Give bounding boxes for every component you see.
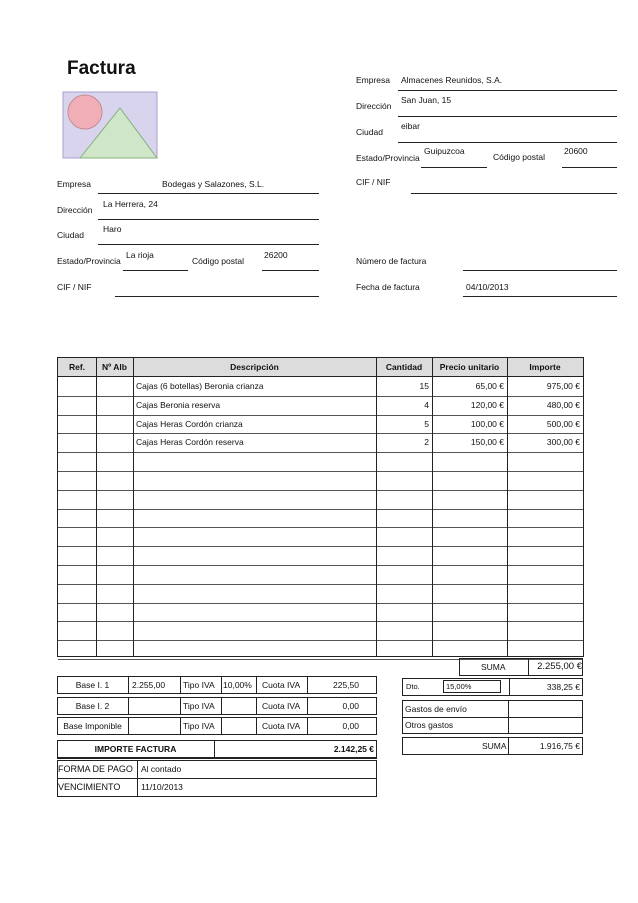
table-row	[58, 527, 583, 547]
cell-cant[interactable]	[376, 471, 429, 490]
issuer-ciudad[interactable]: eibar	[401, 121, 420, 131]
cell-cant[interactable]	[376, 452, 429, 471]
tax-base[interactable]: 2.255,00	[132, 680, 166, 690]
invoice-fecha[interactable]: 04/10/2013	[466, 282, 509, 292]
header-descripcion: Descripción	[230, 362, 279, 372]
cell-alb[interactable]	[96, 640, 133, 659]
cell-desc[interactable]: Cajas Heras Cordón crianza	[136, 418, 243, 429]
cell-desc[interactable]	[136, 509, 374, 528]
issuer-direccion-label: Dirección	[356, 101, 392, 111]
otros-label: Otros gastos	[405, 720, 454, 730]
tax-label: Base I. 2	[75, 701, 110, 711]
total-label: IMPORTE FACTURA	[94, 744, 177, 754]
tax-cuota[interactable]: 0,00	[342, 701, 359, 711]
venc-label: VENCIMIENTO	[58, 782, 121, 792]
tax-divider	[180, 676, 181, 694]
cell-precio[interactable]: 120,00 €	[470, 399, 504, 410]
table-row	[58, 396, 583, 416]
cell-cant[interactable]	[376, 509, 429, 528]
cell-importe[interactable]	[507, 509, 580, 528]
table-row	[58, 603, 583, 623]
client-estado-label: Estado/Provincia	[57, 256, 121, 266]
client-ciudad-label: Ciudad	[57, 230, 84, 240]
cell-ref[interactable]	[58, 621, 96, 640]
cell-precio[interactable]	[432, 565, 504, 584]
client-estado[interactable]: La rioja	[126, 250, 154, 260]
cell-importe[interactable]	[507, 471, 580, 490]
cell-alb[interactable]	[96, 546, 133, 565]
discount-pct[interactable]: 15,00%	[446, 682, 472, 691]
page-title: Factura	[67, 58, 136, 79]
cell-cant[interactable]: 2	[424, 437, 429, 448]
cell-desc[interactable]	[136, 603, 374, 622]
suma-label: SUMA	[481, 662, 506, 672]
cell-cant[interactable]	[376, 527, 429, 546]
table-row	[58, 509, 583, 529]
tax-cuota-label: Cuota IVA	[262, 721, 301, 731]
cell-ref[interactable]	[58, 603, 96, 622]
cell-precio[interactable]	[432, 490, 504, 509]
cell-precio[interactable]: 65,00 €	[475, 381, 504, 391]
table-row	[58, 621, 583, 641]
cell-alb[interactable]	[96, 603, 133, 622]
cell-ref[interactable]	[58, 490, 96, 509]
total-value[interactable]: 2.142,25 €	[333, 744, 374, 754]
cell-precio[interactable]	[432, 621, 504, 640]
cell-ref[interactable]	[58, 452, 96, 471]
invoice-fecha-label: Fecha de factura	[356, 282, 420, 292]
cell-ref[interactable]	[58, 640, 96, 659]
cell-desc[interactable]: Cajas Heras Cordón reserva	[136, 437, 244, 448]
issuer-cif-label: CIF / NIF	[356, 177, 391, 187]
cell-ref[interactable]	[58, 584, 96, 603]
cell-ref[interactable]	[58, 433, 96, 452]
cell-cant[interactable]: 15	[419, 381, 429, 391]
cell-importe[interactable]	[507, 452, 580, 471]
client-empresa-label: Empresa	[57, 179, 92, 189]
cell-ref[interactable]	[58, 527, 96, 546]
cell-desc[interactable]	[136, 527, 374, 546]
cell-importe[interactable]: 500,00 €	[546, 418, 580, 429]
cell-importe[interactable]	[507, 584, 580, 603]
cell-ref[interactable]	[58, 471, 96, 490]
tax-divider	[256, 717, 257, 735]
cell-desc[interactable]	[136, 546, 374, 565]
table-row	[58, 433, 583, 453]
cell-alb[interactable]	[96, 621, 133, 640]
table-row	[58, 565, 583, 585]
header-ref: Ref.	[68, 362, 86, 372]
cell-alb[interactable]	[96, 415, 133, 434]
tax-tipo[interactable]: 10,00%	[223, 680, 252, 690]
cell-ref[interactable]	[58, 415, 96, 434]
header-importe: Importe	[529, 362, 561, 372]
cell-desc[interactable]	[136, 452, 374, 471]
cell-desc[interactable]: Cajas Beronia reserva	[136, 399, 221, 410]
tax-divider	[307, 717, 308, 735]
suma-value[interactable]: 2.255,00 €	[537, 661, 582, 672]
forma-value[interactable]: Al contado	[141, 764, 182, 774]
issuer-estado-label: Estado/Provincia	[356, 153, 420, 163]
cell-alb[interactable]	[96, 377, 133, 396]
cell-alb[interactable]	[96, 584, 133, 603]
client-empresa[interactable]: Bodegas y Salazones, S.L.	[162, 179, 265, 189]
cell-alb[interactable]	[96, 433, 133, 452]
tax-divider	[221, 697, 222, 715]
issuer-cp[interactable]: 20600	[564, 146, 588, 156]
client-cp-label: Código postal	[192, 256, 244, 266]
tax-tipo-label: Tipo IVA	[183, 680, 215, 690]
logo-image	[57, 88, 159, 164]
cell-precio[interactable]	[432, 527, 504, 546]
cell-cant[interactable]	[376, 621, 429, 640]
client-cif-label: CIF / NIF	[57, 282, 92, 292]
tax-divider	[180, 717, 181, 735]
suma2-label: SUMA	[482, 741, 507, 751]
issuer-empresa-label: Empresa	[356, 75, 391, 85]
tax-tipo-label: Tipo IVA	[183, 721, 215, 731]
cell-cant[interactable]	[376, 603, 429, 622]
cell-importe[interactable]	[507, 490, 580, 509]
table-row	[58, 640, 583, 660]
cell-cant[interactable]	[376, 640, 429, 659]
tax-divider	[221, 717, 222, 735]
table-row	[58, 490, 583, 510]
cell-alb[interactable]	[96, 527, 133, 546]
cell-cant[interactable]	[376, 546, 429, 565]
cell-cant[interactable]	[376, 584, 429, 603]
items-table-header	[58, 358, 583, 377]
tax-divider	[128, 697, 129, 715]
cell-alb[interactable]	[96, 565, 133, 584]
tax-divider	[307, 676, 308, 694]
cell-importe[interactable]	[507, 640, 580, 659]
cell-cant[interactable]	[376, 565, 429, 584]
cell-alb[interactable]	[96, 490, 133, 509]
cell-alb[interactable]	[96, 396, 133, 415]
cell-importe[interactable]	[507, 621, 580, 640]
cell-desc[interactable]: Cajas (6 botellas) Beronia crianza	[136, 381, 264, 391]
header-precio: Precio unitario	[439, 362, 500, 372]
client-direccion[interactable]: La Herrera, 24	[103, 199, 158, 209]
table-row	[58, 471, 583, 491]
table-row	[58, 546, 583, 566]
cell-desc[interactable]	[136, 621, 374, 640]
cell-cant[interactable]: 5	[424, 418, 429, 429]
invoice-numero-label: Número de factura	[356, 256, 427, 266]
tax-cuota[interactable]: 0,00	[342, 721, 359, 731]
suma2-value[interactable]: 1.916,75 €	[539, 741, 580, 751]
tax-divider	[256, 676, 257, 694]
issuer-cp-label: Código postal	[493, 152, 545, 162]
tax-divider	[180, 697, 181, 715]
cell-precio[interactable]	[432, 584, 504, 603]
cell-importe[interactable]	[507, 546, 580, 565]
issuer-empresa[interactable]: Almacenes Reunidos, S.A.	[401, 75, 503, 85]
cell-importe[interactable]: 975,00 €	[546, 381, 580, 391]
table-row	[58, 415, 583, 435]
tax-divider	[256, 697, 257, 715]
cell-importe[interactable]	[507, 565, 580, 584]
cell-ref[interactable]	[58, 546, 96, 565]
cell-precio[interactable]	[432, 546, 504, 565]
cell-precio[interactable]: 150,00 €	[470, 437, 504, 448]
client-ciudad[interactable]: Haro	[103, 224, 122, 234]
cell-precio[interactable]	[432, 471, 504, 490]
cell-desc[interactable]	[136, 490, 374, 509]
discount-label: Dto.	[406, 682, 420, 691]
issuer-estado[interactable]: Guipuzcoa	[424, 146, 465, 156]
tax-cuota[interactable]: 225,50	[333, 680, 359, 690]
header-cantidad: Cantidad	[385, 362, 423, 372]
tax-label: Base I. 1	[75, 680, 110, 690]
cell-cant[interactable]	[376, 490, 429, 509]
cell-desc[interactable]	[136, 565, 374, 584]
cell-importe[interactable]	[507, 527, 580, 546]
cell-precio[interactable]	[432, 452, 504, 471]
items-table	[57, 357, 584, 657]
cell-ref[interactable]	[58, 377, 96, 396]
tax-divider	[128, 717, 129, 735]
tax-cuota-label: Cuota IVA	[262, 680, 301, 690]
cell-precio[interactable]	[432, 509, 504, 528]
tax-tipo-label: Tipo IVA	[183, 701, 215, 711]
forma-label: FORMA DE PAGO	[58, 764, 133, 774]
cell-cant[interactable]: 4	[424, 399, 429, 410]
tax-divider	[128, 676, 129, 694]
cell-desc[interactable]	[136, 471, 374, 490]
cell-alb[interactable]	[96, 452, 133, 471]
cell-alb[interactable]	[96, 509, 133, 528]
cell-ref[interactable]	[58, 565, 96, 584]
cell-ref[interactable]	[58, 396, 96, 415]
cell-importe[interactable]: 300,00 €	[546, 437, 580, 448]
cell-alb[interactable]	[96, 471, 133, 490]
issuer-direccion[interactable]: San Juan, 15	[401, 95, 452, 105]
tax-label: Base Imponible	[63, 721, 122, 731]
cell-precio[interactable]: 100,00 €	[470, 418, 504, 429]
table-row	[58, 584, 583, 604]
cell-precio[interactable]	[432, 640, 504, 659]
cell-importe[interactable]: 480,00 €	[546, 399, 580, 410]
cell-importe[interactable]	[507, 603, 580, 622]
discount-value[interactable]: 338,25 €	[546, 682, 580, 692]
table-row	[58, 452, 583, 472]
header-alb: Nº Alb	[102, 362, 127, 372]
tax-divider	[307, 697, 308, 715]
cell-ref[interactable]	[58, 509, 96, 528]
cell-desc[interactable]	[136, 640, 374, 659]
cell-desc[interactable]	[136, 584, 374, 603]
client-direccion-label: Dirección	[57, 205, 93, 215]
tax-divider	[221, 676, 222, 694]
table-row	[58, 377, 583, 397]
venc-value[interactable]: 11/10/2013	[141, 782, 183, 792]
cell-precio[interactable]	[432, 603, 504, 622]
issuer-ciudad-label: Ciudad	[356, 127, 383, 137]
tax-cuota-label: Cuota IVA	[262, 701, 301, 711]
client-cp[interactable]: 26200	[264, 250, 288, 260]
envio-label: Gastos de envío	[405, 704, 467, 714]
